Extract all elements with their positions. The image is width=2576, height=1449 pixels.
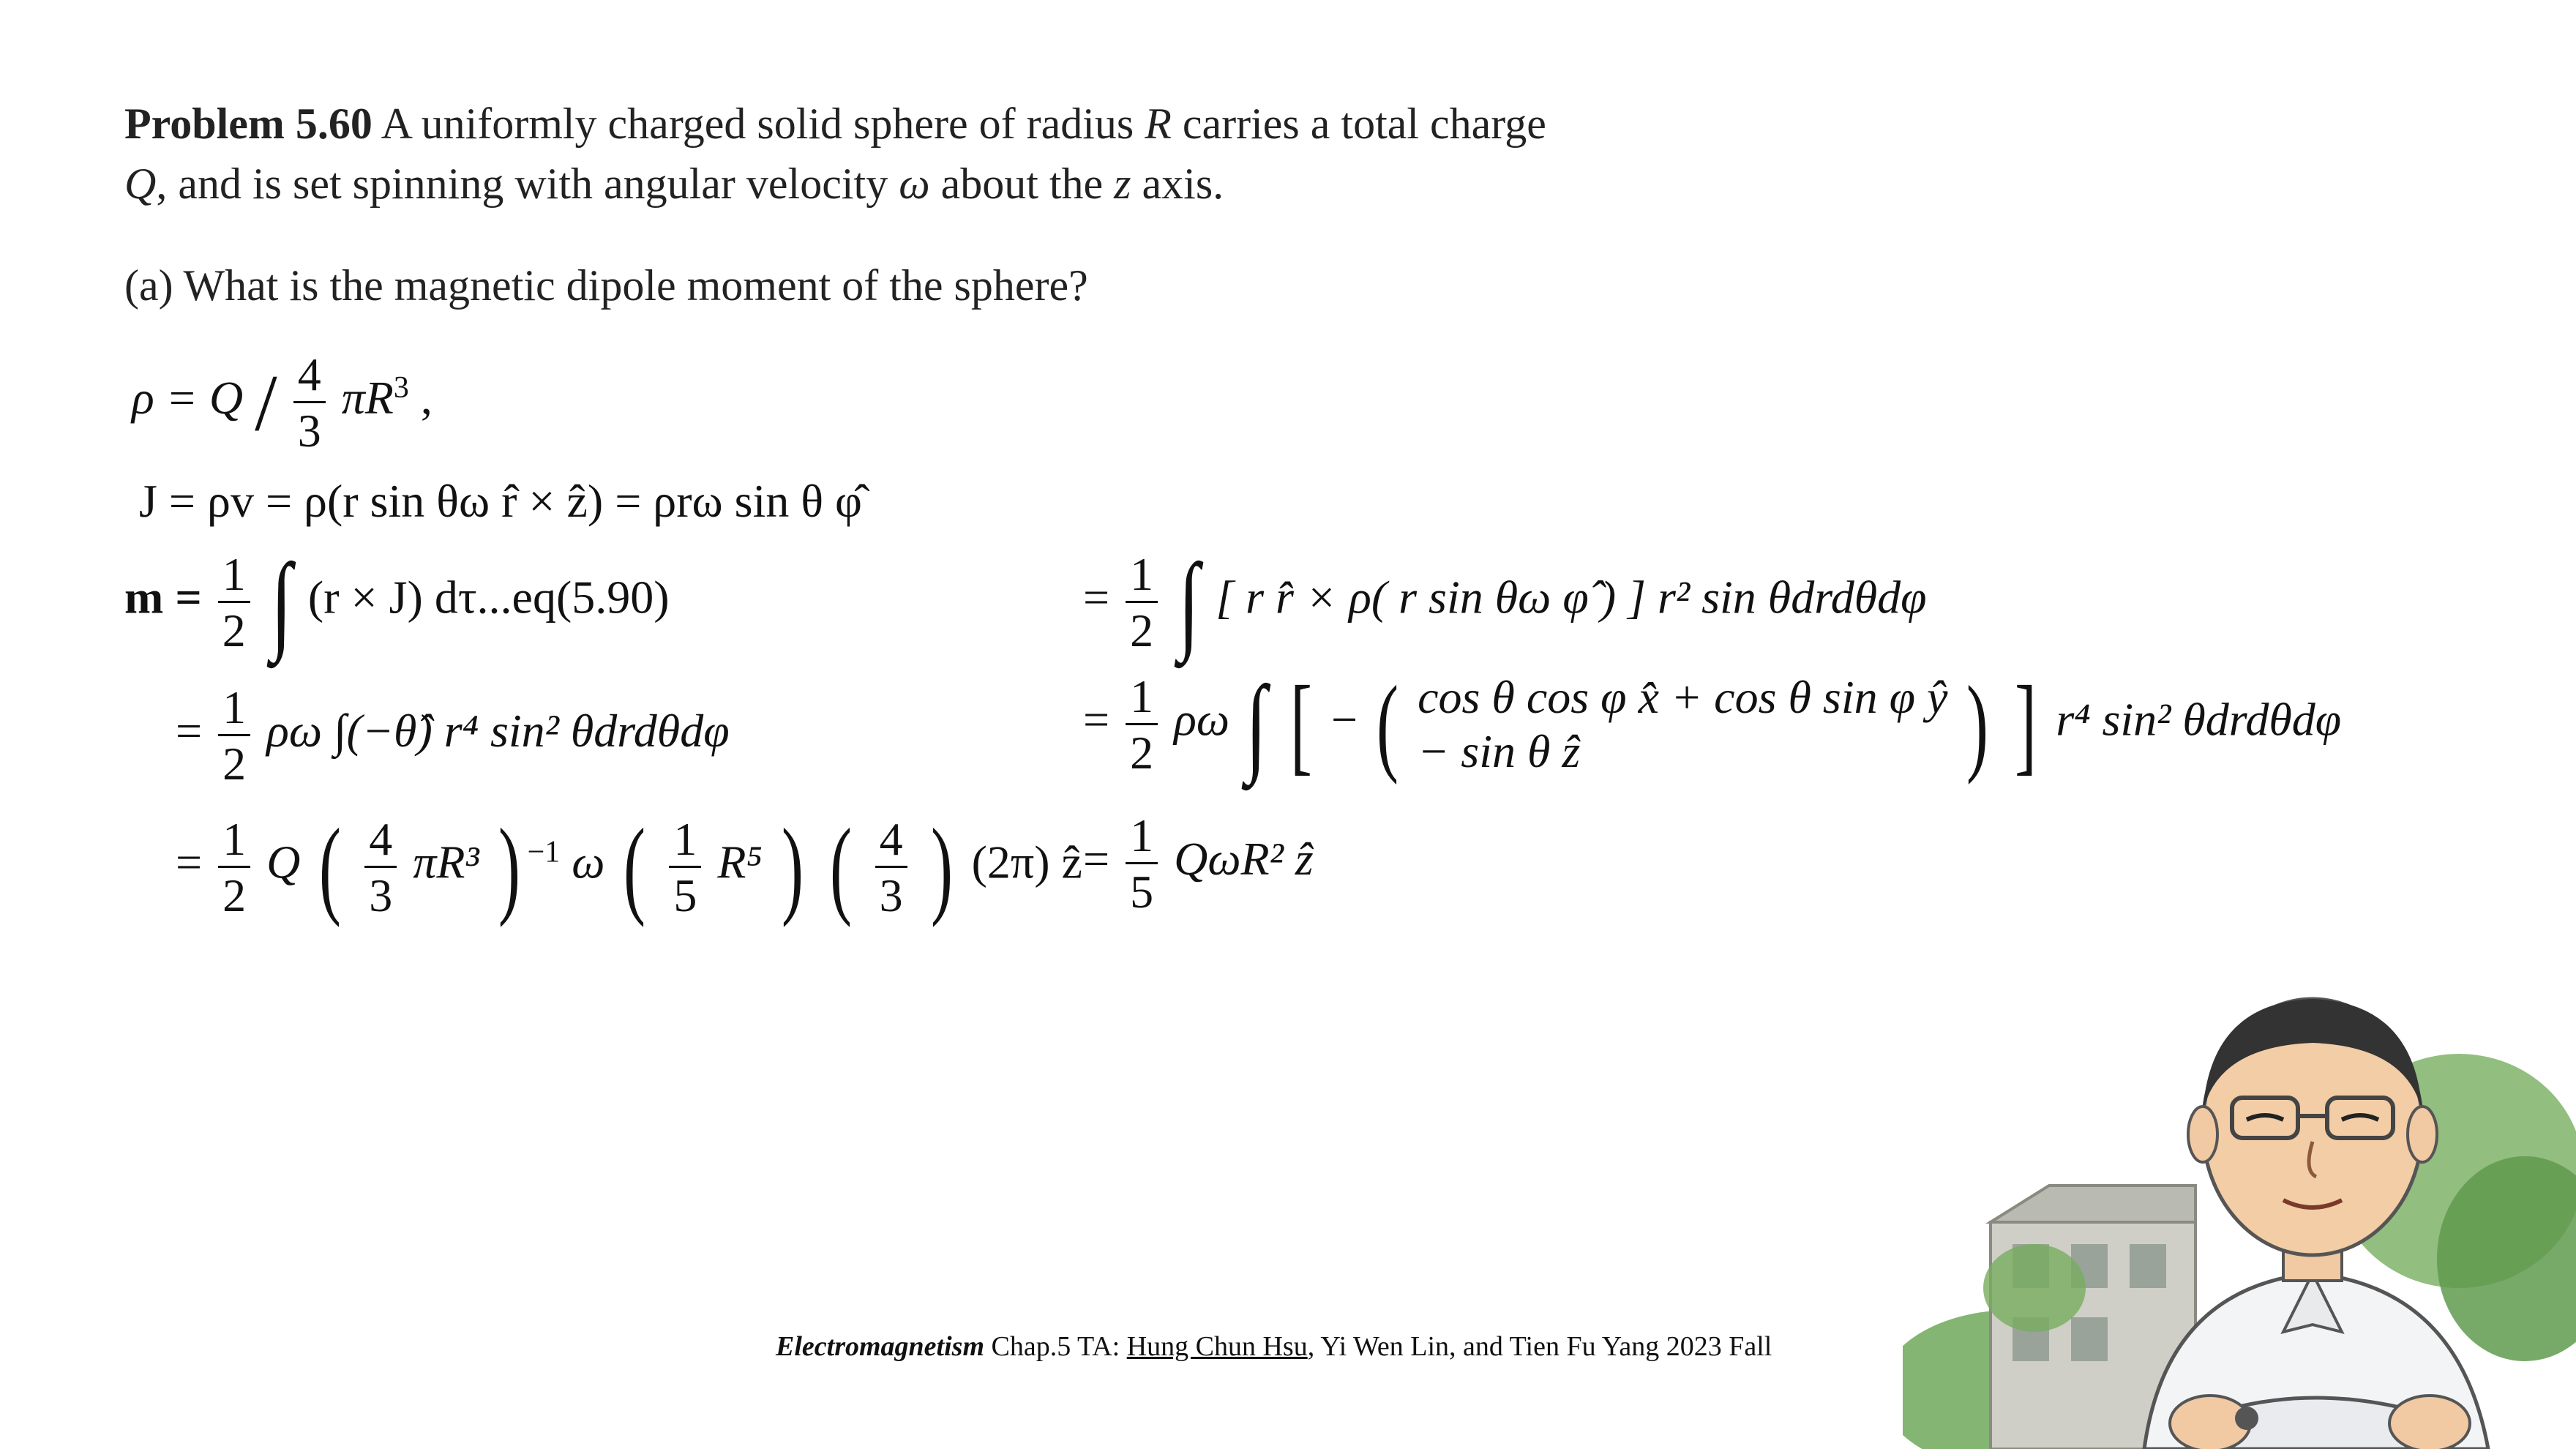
frac-num: 4 xyxy=(875,816,907,868)
course-name: Electromagnetism xyxy=(776,1331,984,1362)
integral-sign: ∫ xyxy=(270,542,292,663)
frac-half xyxy=(218,681,250,790)
frac-den: 2 xyxy=(222,604,246,656)
left-paren: ( xyxy=(829,806,852,928)
pi-R3: πR³ xyxy=(413,836,479,888)
teacher-caricature-illustration xyxy=(1903,981,2576,1449)
right-bracket: ] xyxy=(2015,664,2037,785)
frac-num: 1 xyxy=(218,684,250,736)
var-omega: ω xyxy=(899,160,930,208)
frac-half xyxy=(1126,670,1158,779)
left-paren: ( xyxy=(624,806,646,928)
eq-m-right xyxy=(1083,542,1927,663)
problem-text: A uniformly charged solid sphere of radius xyxy=(381,100,1134,148)
right-paren: ) xyxy=(1966,664,1989,785)
problem-statement xyxy=(124,94,1808,214)
eq-rho xyxy=(132,348,433,457)
equals: = xyxy=(1083,693,1110,746)
frac-4-3 xyxy=(364,812,397,921)
vector-stack xyxy=(1418,670,1947,778)
minus: − xyxy=(1331,693,1358,746)
frac-num: 1 xyxy=(1126,673,1158,725)
left-bracket: [ xyxy=(1290,664,1313,785)
equals: = xyxy=(1083,833,1110,886)
problem-text: carries a total charge xyxy=(1182,100,1546,148)
frac-num: 1 xyxy=(669,816,701,868)
r1-integrand: [ r r̂ × ρ( r sin θω φ̂ ) ] r² sin θdrdθdφ xyxy=(1216,571,1927,624)
frac-num: 4 xyxy=(293,351,326,403)
frac-den: 2 xyxy=(222,869,247,921)
footer xyxy=(776,1330,1772,1363)
frac-half xyxy=(218,547,250,656)
exponent: −1 xyxy=(527,835,561,869)
frac-num: 1 xyxy=(218,816,250,868)
vector-top: cos θ cos φ x̂ + cos θ sin φ ŷ xyxy=(1418,671,1948,724)
left-paren: ( xyxy=(1377,664,1399,785)
power: 3 xyxy=(393,370,409,405)
problem-text: axis. xyxy=(1142,160,1224,208)
R5: R⁵ xyxy=(717,836,763,888)
rho-omega: ρω xyxy=(1174,693,1229,746)
frac-den: 5 xyxy=(673,869,697,921)
frac-num: 1 xyxy=(1126,551,1158,603)
frac-num: 4 xyxy=(364,816,397,868)
frac-num: 1 xyxy=(218,551,250,603)
equals: = xyxy=(176,836,203,888)
var-z: z xyxy=(1114,160,1131,208)
frac-den: 3 xyxy=(369,869,393,921)
frac-1-5 xyxy=(1126,809,1158,918)
two-pi-z: (2π) ẑ xyxy=(971,836,1082,888)
frac-4-3 xyxy=(293,348,326,457)
var-R: R xyxy=(1145,100,1172,148)
chapter-label: Chap.5 TA: xyxy=(991,1331,1120,1362)
var-Q: Q xyxy=(266,836,301,888)
m-lhs: m = xyxy=(124,571,202,624)
eq-line3 xyxy=(176,806,1082,928)
problem-text: , and is set spinning with angular velocity xyxy=(156,160,888,208)
frac-4-3 xyxy=(875,812,907,921)
ta-name: Hung Chun Hsu xyxy=(1126,1331,1308,1362)
eq-line2 xyxy=(176,681,730,790)
eq-line2-right xyxy=(1083,664,2342,785)
r2-tail: r⁴ sin² θdrdθdφ xyxy=(2056,693,2342,746)
eq-J xyxy=(139,474,862,528)
frac-den: 2 xyxy=(222,738,247,790)
subquestion-a: (a) What is the magnetic dipole moment of the sphere? xyxy=(124,261,1088,310)
frac-1-5 xyxy=(669,812,701,921)
result: QωR² ẑ xyxy=(1174,833,1314,886)
left-paren: ( xyxy=(319,806,342,928)
var-Q: Q xyxy=(124,160,157,208)
frac-half xyxy=(218,812,250,921)
frac-num: 1 xyxy=(1126,812,1158,864)
vector-bottom: − sin θ ẑ xyxy=(1418,725,1581,777)
problem-text: about the xyxy=(940,160,1104,208)
eq-line3-right xyxy=(1083,809,1314,918)
right-paren: ) xyxy=(498,806,520,928)
right-paren: ) xyxy=(781,806,804,928)
frac-den: 5 xyxy=(1130,866,1154,918)
frac-half xyxy=(1126,547,1158,656)
frac-den: 3 xyxy=(879,869,903,921)
right-paren: ) xyxy=(930,806,953,928)
rho-lhs: ρ = Q xyxy=(132,372,244,424)
problem-label: Problem 5.60 xyxy=(124,100,372,148)
var-omega: ω xyxy=(572,836,605,888)
pi-R: πR xyxy=(341,372,394,424)
comma: , xyxy=(420,372,433,424)
slash: / xyxy=(255,358,277,448)
integral-sign: ∫ xyxy=(1178,542,1200,663)
J-expression: J = ρv = ρ(r sin θω r̂ × ẑ) = ρrω sin θ φ̂ xyxy=(139,475,862,527)
integral-sign: ∫ xyxy=(1246,664,1267,785)
frac-den: 2 xyxy=(1130,604,1154,656)
frac-den: 3 xyxy=(297,405,321,457)
m-integrand: (r × J) dτ...eq(5.90) xyxy=(307,571,670,624)
eq-m xyxy=(124,542,670,663)
frac-den: 2 xyxy=(1130,726,1154,779)
equals: = xyxy=(176,705,203,757)
footer-rest: , Yi Wen Lin, and Tien Fu Yang 2023 Fall xyxy=(1307,1331,1772,1362)
l2-integrand: ρω ∫(−θ̂) r⁴ sin² θdrdθdφ xyxy=(266,705,730,757)
equals: = xyxy=(1083,571,1110,624)
